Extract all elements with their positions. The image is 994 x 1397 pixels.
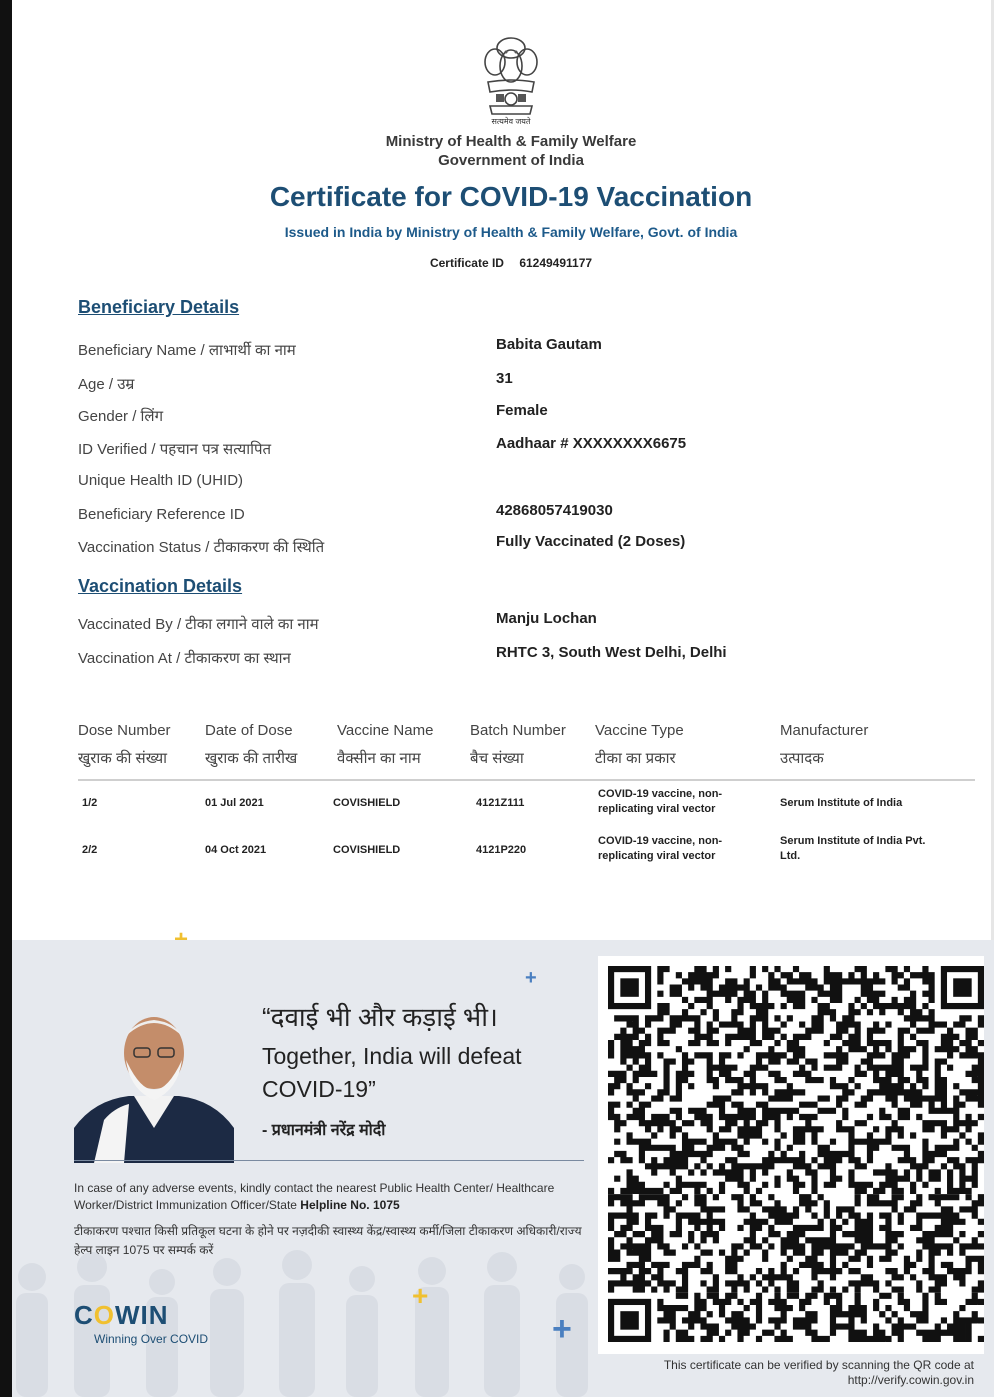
row-value: RHTC 3, South West Delhi, Delhi — [496, 644, 727, 661]
manufacturer-cell: Serum Institute of India Pvt. Ltd. — [780, 835, 926, 862]
row-label: ID Verified / पहचान पत्र सत्यापित — [78, 441, 272, 458]
row-label: Unique Health ID (UHID) — [78, 472, 244, 489]
cowin-tagline: Winning Over COVID — [94, 1332, 209, 1346]
beneficiary-name-row — [78, 336, 878, 362]
vaccination-details-heading: Vaccination Details — [78, 576, 243, 596]
header-manufacturer-hi: उत्पादक — [780, 750, 824, 767]
verification-line-1: This certificate can be verified by scanning the QR code at — [663, 1358, 974, 1372]
cowin-logo-rest: WIN — [115, 1300, 169, 1330]
beneficiary-details-heading: Beneficiary Details — [78, 297, 240, 317]
emblem-motto: सत्यमेव जयते — [491, 117, 531, 126]
dose-number-cell: 1/2 — [82, 797, 98, 809]
national-emblem-icon — [478, 32, 544, 128]
vaccine-type-cell: COVID-19 vaccine, non-replicating viral vector — [598, 835, 723, 862]
ministry-line-2: Government of India — [438, 152, 584, 169]
header-dose-number-hi: खुराक की संख्या — [78, 750, 168, 767]
row-value: 31 — [496, 370, 513, 387]
header-vaccine-name: Vaccine Name — [337, 722, 434, 739]
vaccine-type-cell: COVID-19 vaccine, non-replicating viral vector — [598, 788, 723, 815]
row-label: Beneficiary Reference ID — [78, 506, 245, 523]
decorative-plus-icon: + — [525, 967, 537, 989]
qr-finder-pattern — [941, 966, 984, 1009]
qr-finder-pattern — [608, 1299, 651, 1342]
header-date-of-dose: Date of Dose — [205, 722, 293, 739]
certificate-title: Certificate for COVID-19 Vaccination — [269, 181, 753, 212]
cowin-logo — [74, 1300, 169, 1331]
header-manufacturer: Manufacturer — [780, 722, 869, 739]
row-label: Vaccinated By / टीका लगाने वाले का नाम — [78, 616, 319, 633]
beneficiary-reference-id-row — [78, 502, 878, 528]
adverse-events-note-english — [74, 1180, 574, 1214]
certificate-id — [300, 256, 722, 270]
gender-row — [78, 402, 878, 428]
header-vaccine-type-hi: टीका का प्रकार — [595, 750, 676, 767]
qr-modules — [608, 966, 984, 1342]
quote-english: Together, India will defeat COVID-19” — [262, 1043, 522, 1102]
left-edge-bar — [0, 0, 12, 1397]
header-date-of-dose-hi: खुराक की तारीख — [205, 750, 298, 767]
helpline-number: Helpline No. 1075 — [300, 1198, 400, 1212]
certificate-id-label: Certificate ID — [429, 256, 504, 270]
note-text: In case of any adverse events, kindly contact the nearest Public Health Center/ Healthcare Worker/District Immunization Officer/State — [74, 1181, 555, 1212]
qr-finder-pattern — [608, 966, 651, 1009]
verification-line-2: http://verify.cowin.gov.in — [847, 1373, 974, 1387]
header-dose-number: Dose Number — [78, 722, 171, 739]
decorative-plus-icon: + — [552, 1310, 572, 1348]
batch-number-cell: 4121Z111 — [476, 797, 525, 809]
cowin-logo-c: C — [74, 1300, 94, 1330]
row-value: Fully Vaccinated (2 Doses) — [496, 533, 686, 550]
cowin-logo-o: O — [93, 1300, 116, 1330]
row-value: Manju Lochan — [496, 610, 597, 627]
footer-divider — [74, 1160, 584, 1161]
row-value: Aadhaar # XXXXXXXX6675 — [496, 435, 687, 452]
row-label: Gender / लिंग — [78, 408, 164, 425]
row-label: Vaccination Status / टीकाकरण की स्थिति — [78, 539, 325, 556]
vaccine-name-cell: COVISHIELD — [333, 797, 401, 809]
decorative-plus-icon: + — [412, 1280, 429, 1311]
verification-note — [600, 1358, 974, 1388]
row-value: 42868057419030 — [496, 502, 613, 519]
quote-attribution: - प्रधानमंत्री नरेंद्र मोदी — [262, 1122, 386, 1139]
certificate-id-value: 61249491177 — [519, 256, 593, 270]
header-vaccine-type: Vaccine Type — [595, 722, 684, 739]
quote-hindi: “दवाई भी और कड़ाई भी। — [262, 1002, 498, 1032]
manufacturer-cell: Serum Institute of India — [780, 797, 903, 809]
ministry-name — [300, 132, 722, 170]
date-cell: 04 Oct 2021 — [205, 844, 267, 856]
date-cell: 01 Jul 2021 — [205, 797, 264, 809]
vaccination-status-row — [78, 533, 878, 559]
id-verified-row — [78, 435, 878, 461]
header-batch-number-hi: बैच संख्या — [470, 750, 524, 767]
header-batch-number: Batch Number — [470, 722, 566, 739]
uhid-row — [78, 472, 878, 494]
dose-number-cell: 2/2 — [82, 844, 98, 856]
vaccine-name-cell: COVISHIELD — [333, 844, 401, 856]
adverse-events-note-hindi: टीकाकरण पश्चात किसी प्रतिकूल घटना के होने पर नज़दीकी स्वास्थ्य केंद्र/स्वास्थ्य कर्मी/जिला टीकाकरण अधिकारी/राज्य हेल्प लाइन 1075 पर सम्पर्क करें — [74, 1224, 582, 1257]
table-header-divider — [78, 779, 975, 781]
vaccinated-by-row — [78, 610, 878, 636]
age-row — [78, 370, 878, 396]
row-label: Age / उम्र — [78, 376, 135, 393]
row-label: Beneficiary Name / लाभार्थी का नाम — [78, 342, 296, 359]
prime-minister-portrait-icon — [74, 1008, 234, 1163]
header-vaccine-name-hi: वैक्सीन का नाम — [337, 750, 421, 767]
row-value: Babita Gautam — [496, 336, 602, 353]
row-label: Vaccination At / टीकाकरण का स्थान — [78, 650, 291, 667]
certificate-subtitle: Issued in India by Ministry of Health & Family Welfare, Govt. of India — [284, 224, 738, 240]
batch-number-cell: 4121P220 — [476, 844, 527, 856]
row-value: Female — [496, 402, 548, 419]
vaccination-at-row — [78, 644, 878, 670]
qr-code-container — [598, 956, 984, 1354]
qr-code-icon — [608, 966, 984, 1342]
ministry-line-1: Ministry of Health & Family Welfare — [385, 133, 637, 150]
